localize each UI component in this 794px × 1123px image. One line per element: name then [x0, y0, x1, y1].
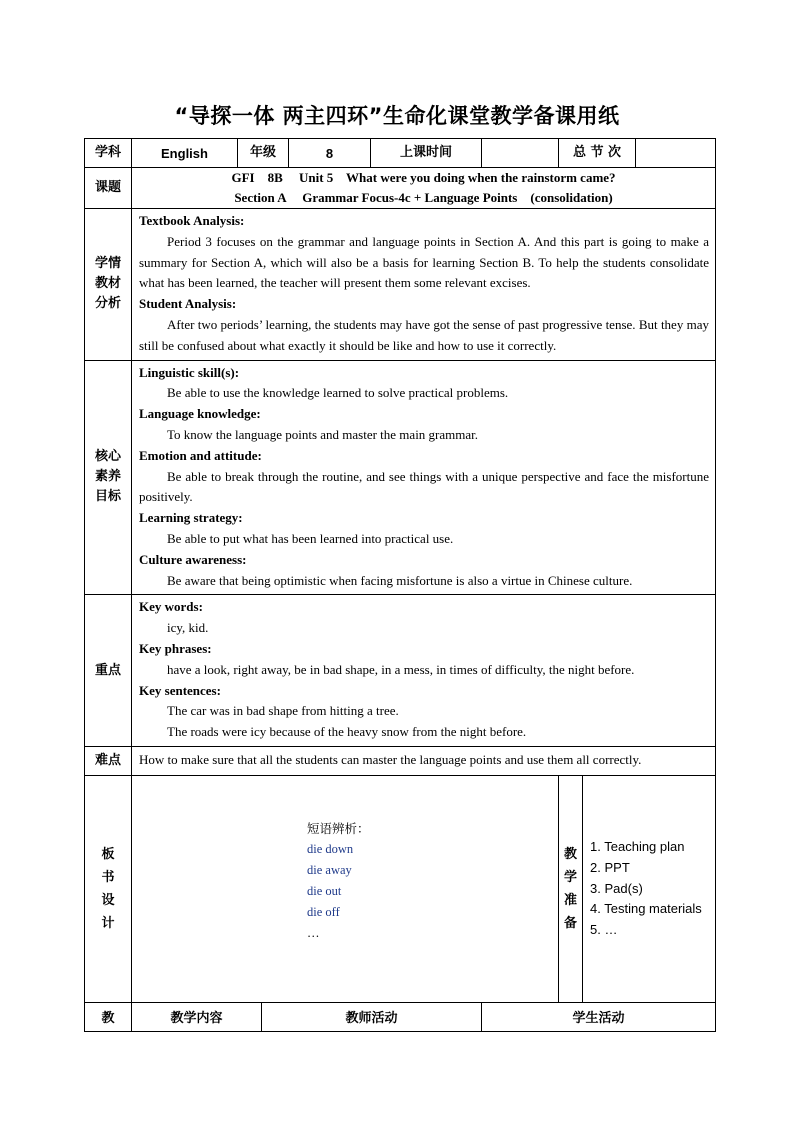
prep-item: 1. Teaching plan	[590, 838, 685, 854]
goal-heading: Linguistic skill(s):	[139, 364, 240, 380]
key-points-label: 重点	[85, 595, 132, 747]
class-time-value	[482, 139, 559, 168]
prep-item: 2. PPT	[590, 859, 630, 875]
header-row	[85, 139, 716, 168]
board-item: die down	[307, 841, 354, 856]
goal-text: Be aware that being optimistic when facing misfortune is also a virtue in Chinese culture.	[167, 572, 633, 588]
goal-heading: Language knowledge:	[139, 406, 261, 422]
goals-label: 核心素养目标	[85, 360, 132, 595]
goal-heading: Culture awareness:	[139, 551, 247, 567]
total-periods-label: 总 节 次	[559, 139, 636, 168]
textbook-analysis-heading: Textbook Analysis:	[139, 213, 245, 228]
key-words-heading: Key words:	[139, 599, 203, 615]
key-sentence: The car was in bad shape from hitting a tree.	[167, 703, 399, 719]
teach-label: 教	[85, 1002, 132, 1031]
topic-line-1: GFI 8B Unit 5 What were you doing when the rainstorm came?	[231, 170, 616, 185]
key-sentences-heading: Key sentences:	[139, 682, 221, 698]
board-item: die away	[307, 862, 352, 877]
subject-value: English	[132, 139, 238, 168]
goals-content	[132, 360, 716, 595]
board-label: 板书设计	[85, 775, 132, 1002]
footer-row	[85, 1002, 716, 1031]
topic-line-2: Section A Grammar Focus-4c + Language Points (consolidation)	[234, 190, 613, 205]
total-periods-value	[636, 139, 716, 168]
key-phrases-heading: Key phrases:	[139, 640, 212, 656]
key-phrases-text: have a look, right away, be in bad shape, in a mess, in times of difficulty, the night before.	[167, 661, 635, 677]
topic-row	[85, 168, 716, 209]
difficulty-label: 难点	[85, 746, 132, 775]
goal-text: Be able to use the knowledge learned to solve practical problems.	[167, 385, 509, 401]
prep-item: 3. Pad(s)	[590, 880, 643, 896]
topic-content	[132, 168, 716, 209]
page-title: “导探一体 两主四环”生命化课堂教学备课用纸	[174, 104, 620, 128]
key-sentence: The roads were icy because of the heavy snow from the night before.	[167, 724, 527, 740]
teaching-content-header: 教学内容	[132, 1002, 262, 1031]
goal-heading: Learning strategy:	[139, 510, 243, 526]
board-design	[132, 775, 559, 1002]
grade-value: 8	[289, 139, 371, 168]
student-analysis-heading: Student Analysis:	[139, 296, 237, 312]
topic-label: 课题	[85, 168, 132, 209]
prep-item: 4. Testing materials	[590, 901, 702, 917]
key-points-content	[132, 595, 716, 747]
key-points-row	[85, 595, 716, 747]
grade-label: 年级	[238, 139, 289, 168]
board-heading: 短语辨析：	[307, 820, 370, 836]
prep-label: 教学准备	[559, 775, 583, 1002]
board-item: die out	[307, 883, 342, 898]
class-time-label: 上课时间	[371, 139, 482, 168]
difficulty-row	[85, 746, 716, 775]
teacher-activity-header: 教师活动	[262, 1002, 482, 1031]
lesson-plan-table	[84, 138, 716, 1032]
prep-item: 5. …	[590, 922, 618, 938]
subject-label: 学科	[85, 139, 132, 168]
goal-text: Be able to break through the routine, and see things with a unique perspective and face the misfortune positively.	[139, 468, 710, 505]
student-analysis-text: After two periods’ learning, the students may have got the sense of past progressive tense. But they may still be confused about what exactly it should be like and how to use it correctly.	[139, 316, 710, 353]
goal-text: Be able to put what has been learned into practical use.	[167, 530, 454, 546]
goal-text: To know the language points and master the main grammar.	[167, 426, 479, 442]
difficulty-text: How to make sure that all the students can master the language points and use them all correctly.	[132, 746, 716, 775]
board-item: die off	[307, 904, 340, 919]
analysis-content	[132, 209, 716, 361]
prep-list	[583, 775, 716, 1002]
key-words-text: icy, kid.	[167, 620, 209, 636]
goals-row	[85, 360, 716, 595]
goal-heading: Emotion and attitude:	[139, 447, 262, 463]
textbook-analysis-text: Period 3 focuses on the grammar and language points in Section A. And this part is going to make a summary for Section A, which will also be a basis for learning Section B. To help the students consolidate what has been learned, the teacher will present them some relevant excises.	[139, 233, 710, 291]
analysis-row	[85, 209, 716, 361]
board-item: …	[307, 925, 320, 940]
analysis-label: 学情教材分析	[85, 209, 132, 361]
board-row	[85, 775, 716, 1002]
student-activity-header: 学生活动	[482, 1002, 716, 1031]
